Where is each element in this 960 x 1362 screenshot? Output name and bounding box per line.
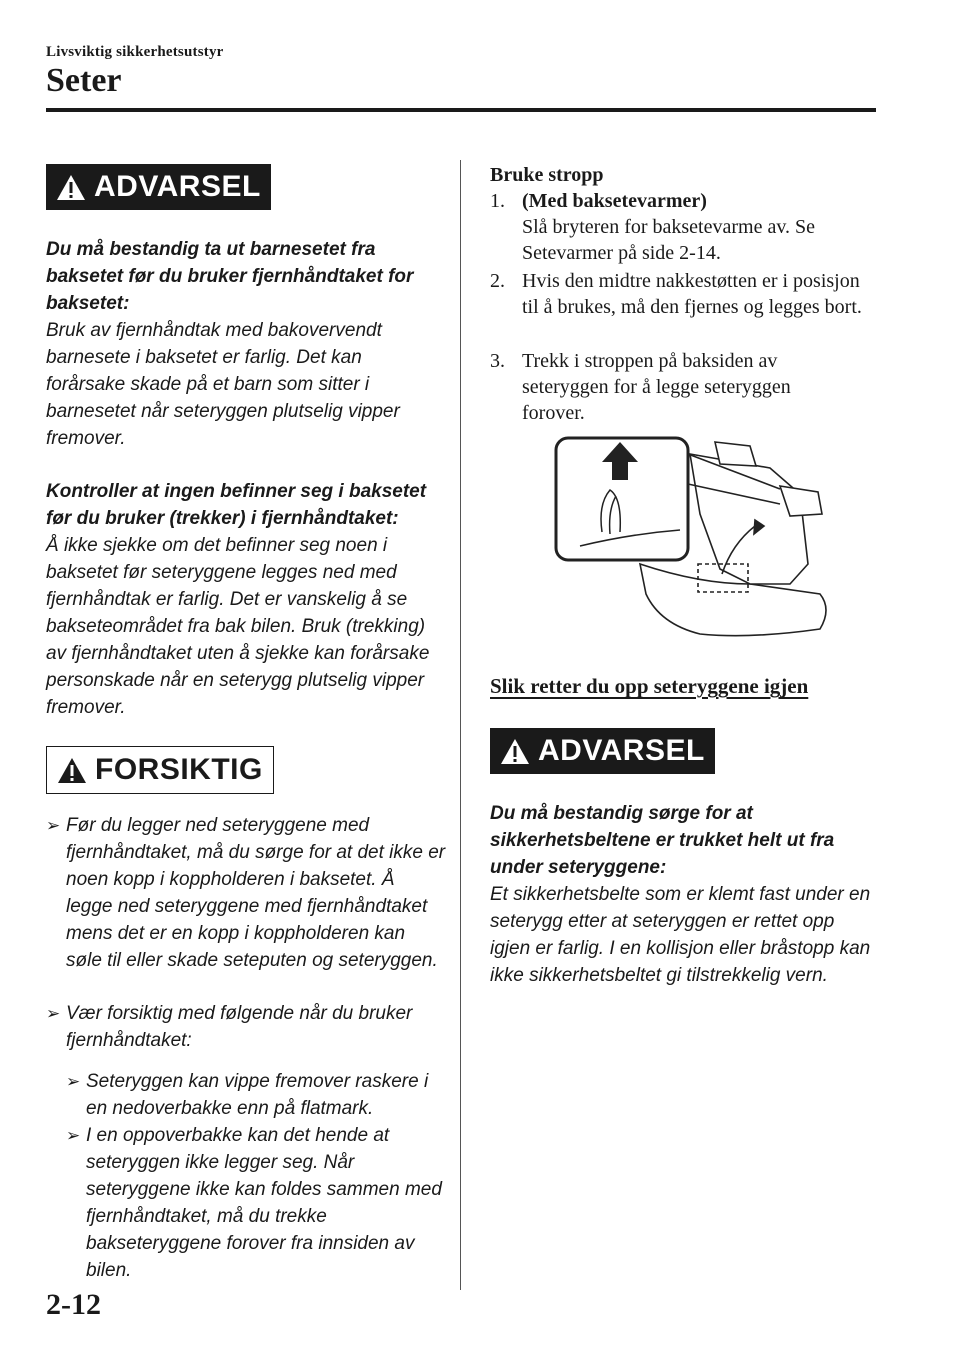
warning-heading: Du må bestandig sørge for at sikkerhetsbeltene er trukket helt ut fra under seteryggene: <box>490 803 835 878</box>
header-rule <box>46 108 876 112</box>
bullet-arrow-icon: ➢ <box>46 1004 61 1023</box>
caution-bullet: ➢ Vær forsiktig med følgende når du bruker fjernhåndtaket: <box>46 1000 446 1054</box>
warning-badge <box>46 164 271 210</box>
caution-sub-bullet: ➢ Seteryggen kan vippe fremover raskere i en nedoverbakke enn på flatmark. <box>66 1068 446 1122</box>
section-label: Livsviktig sikkerhetsutstyr <box>46 44 224 60</box>
warning-badge <box>490 728 715 774</box>
section-subheading: Slik retter du opp seteryggene igjen <box>490 674 809 698</box>
warning-body: Å ikke sjekke om det befinner seg noen i baksetet før seteryggene legges ned med fjernhåndtak er farlig. Det er vanskelig å se bakseteområdet fra bak bilen. Bruk (trekking) av fjernhåndtaket uten å sjekke kan forårsake personskade når en seterygg plutselig vipper fremover. <box>46 535 430 718</box>
warning-triangle-icon <box>500 738 530 765</box>
caution-badge <box>46 746 274 794</box>
bullet-arrow-icon: ➢ <box>46 816 61 835</box>
column-divider <box>460 160 461 1290</box>
caution-label: FORSIKTIG <box>95 753 263 786</box>
warning-body: Bruk av fjernhåndtak med bakovervendt barnesete i baksetet er farlig. Det kan forårsake skade på et barn som sitter i barnesetet når seteryggen plutselig vipper fremover. <box>46 320 400 449</box>
bullet-arrow-icon: ➢ <box>66 1072 81 1091</box>
warning-label: ADVARSEL <box>538 734 705 767</box>
steps-heading: Bruke stropp <box>490 164 604 186</box>
bullet-arrow-icon: ➢ <box>66 1126 81 1145</box>
warning-text-2 <box>46 478 446 721</box>
step-3: 3. Trekk i stroppen på baksiden av seteryggen for å legge seteryggen forover. <box>490 350 791 424</box>
warning-label: ADVARSEL <box>94 170 261 203</box>
warning-heading: Du må bestandig ta ut barnesetet fra baksetet før du bruker fjernhåndtaket for baksetet: <box>46 239 414 314</box>
page-title: Seter <box>46 62 122 99</box>
caution-sub-bullet: ➢ I en oppoverbakke kan det hende at seteryggen ikke legger seg. Når seteryggene ikke kan foldes sammen med fjernhåndtaket, må du trekke bakseteryggene forover fra innsiden av bilen. <box>66 1122 446 1284</box>
warning-body: Et sikkerhetsbelte som er klemt fast under en seterygg etter at seteryggen er rettet opp igjen er farlig. I en kollisjon eller bråstopp kan ikke sikkerhetsbeltet gi tilstrekkelig vern. <box>490 884 871 986</box>
seat-strap-illustration <box>550 434 840 644</box>
warning-heading: Kontroller at ingen befinner seg i baksetet før du bruker (trekker) i fjernhåndtaket: <box>46 481 427 529</box>
step-2: 2. Hvis den midtre nakkestøtten er i posisjon til å brukes, må den fjernes og legges bort. <box>490 270 862 318</box>
warning-triangle-icon <box>56 174 86 201</box>
step-1-bold: (Med baksetevarmer) <box>522 190 707 212</box>
page-number: 2-12 <box>46 1288 101 1321</box>
warning-text-1 <box>46 236 446 452</box>
caution-bullet: ➢ Før du legger ned seteryggene med fjernhåndtaket, må du sørge for at det ikke er noen kopp i koppholderen i baksetet. Å legge ned seteryggene med fjernhåndtaket mens det er en kopp i koppholderen kan søle til eller skade seteputen og seteryggen. <box>46 812 446 974</box>
caution-triangle-icon <box>57 757 87 784</box>
step-1: 1. (Med baksetevarmer) Slå bryteren for baksetevarme av. Se Setevarmer på side 2-14. <box>490 190 816 264</box>
warning-text-3 <box>490 800 875 989</box>
